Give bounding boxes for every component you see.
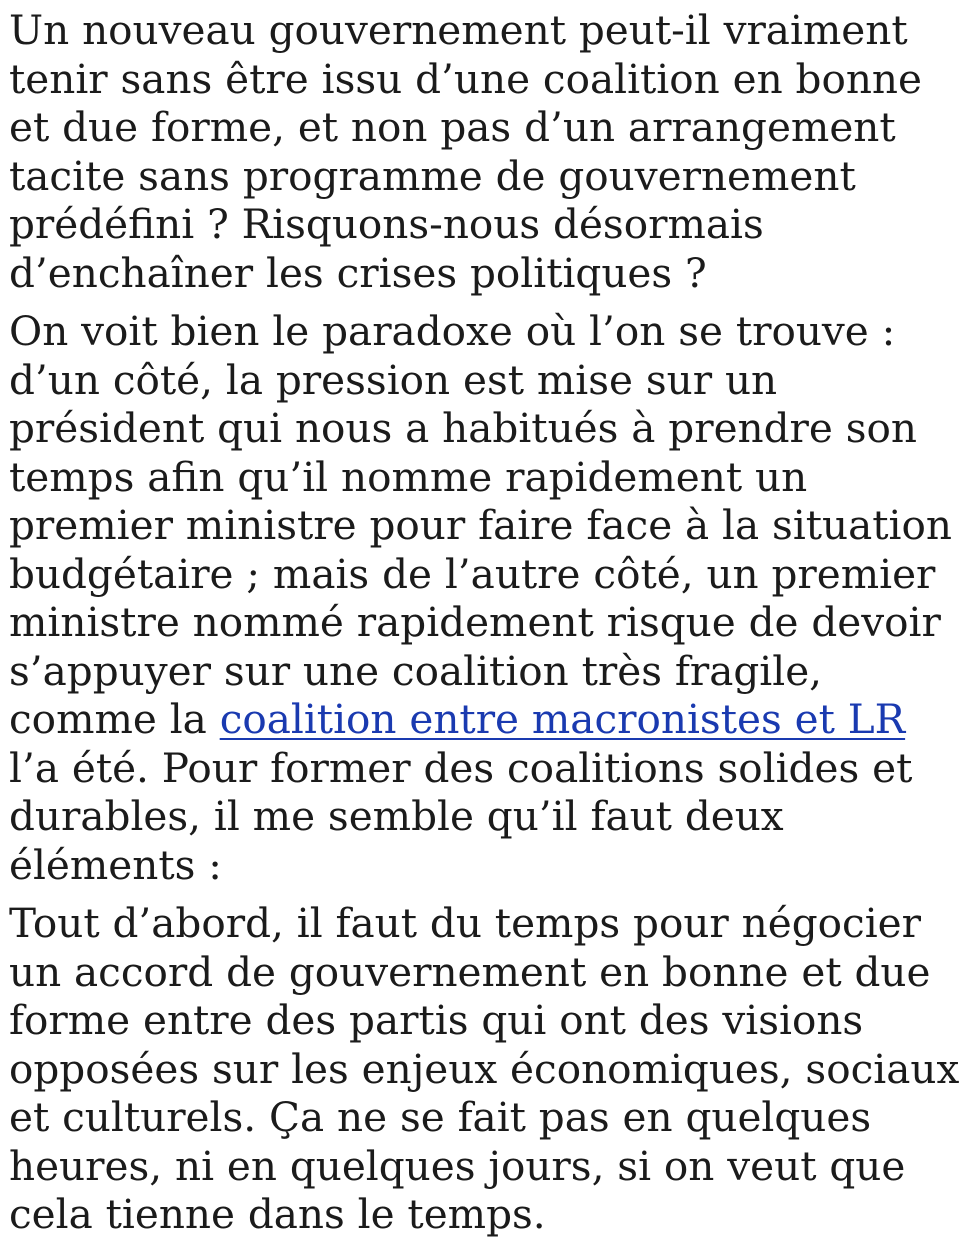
paragraph-paradox-text-after-link: l’a été. Pour former des coalitions solides et durables, il me semble qu’il faut deux éléments : <box>9 743 913 889</box>
coalition-link[interactable]: coalition entre macronistes et LR <box>219 695 906 743</box>
paragraph-question: Un nouveau gouvernement peut-il vraiment tenir sans être issu d’une coalition en bonne et due forme, et non pas d’un arrangement tacite sans programme de gouvernement prédéfini ? Risquons-nous désormais d’enchaîner les crises politiques ? <box>9 6 922 297</box>
paragraph-paradox-text-before-link: On voit bien le paradoxe où l’on se trouve : d’un côté, la pression est mise sur un président qui nous a habitués à prendre son temps afin qu’il nomme rapidement un premier ministre pour faire face à la situation budgétaire ; mais de l’autre côté, un premier ministre nommé rapidement risque de devoir s’appuyer sur une coalition très fragile, comme la <box>9 307 952 743</box>
paragraph-time-needed: Tout d’abord, il faut du temps pour négocier un accord de gouvernement en bonne et due forme entre des partis qui ont des visions opposées sur les enjeux économiques, sociaux et culturels. Ça ne se fait pas en quelques heures, ni en quelques jours, si on veut que cela tienne dans le temps. <box>9 899 960 1238</box>
paragraph-paradox <box>9 307 963 889</box>
